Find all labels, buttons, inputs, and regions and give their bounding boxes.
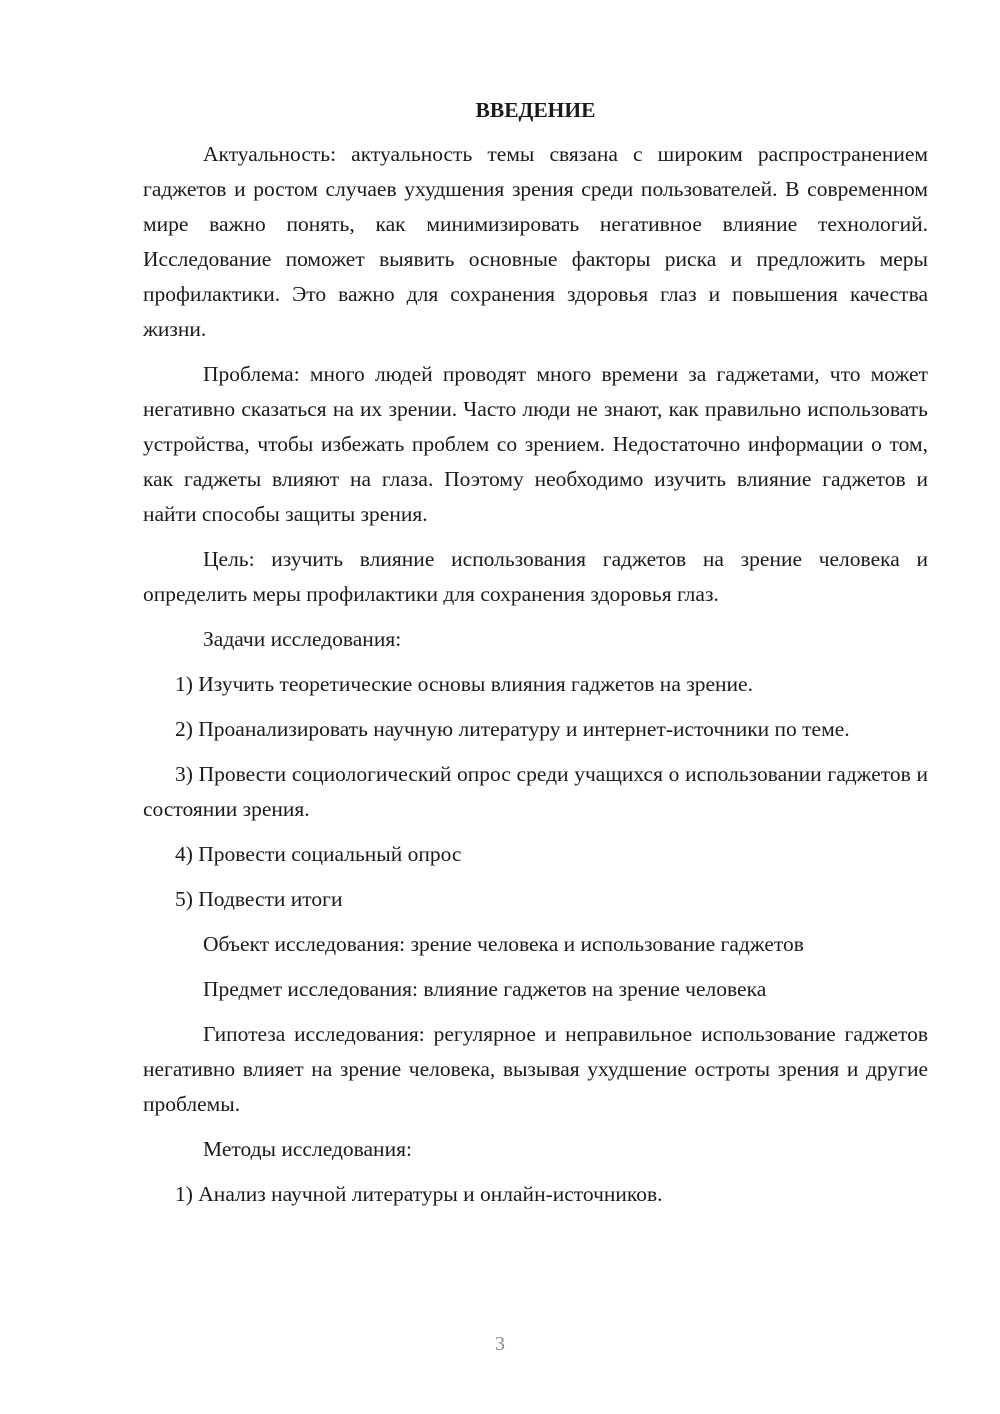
document-page (143, 95, 928, 1222)
object-paragraph: Объект исследования: зрение человека и использование гаджетов (203, 932, 804, 956)
page-number: 3 (495, 1333, 505, 1355)
methods-title: Методы исследования: (203, 1137, 412, 1161)
relevance-paragraph: Актуальность: актуальность темы связана с широким распространением гаджетов и ростом случаев ухудшения зрения среди пользователей. В современном мире важно понять, как минимизировать негативное влияние технологий. Исследование поможет выявить основные факторы риска и предложить меры профилактики. Это важно для сохранения здоровья глаз и повышения качества жизни. (143, 142, 928, 341)
section-heading: ВВЕДЕНИЕ (475, 98, 596, 122)
task-item-5: 5) Подвести итоги (175, 887, 343, 911)
tasks-title: Задачи исследования: (203, 627, 402, 651)
task-item-4: 4) Провести социальный опрос (175, 842, 462, 866)
problem-paragraph: Проблема: много людей проводят много времени за гаджетами, что может негативно сказаться на их зрении. Часто люди не знают, как правильно использовать устройства, чтобы избежать проблем со зрением. Недостаточно информации о том, как гаджеты влияют на глаза. Поэтому необходимо изучить влияние гаджетов и найти способы защиты зрения. (143, 362, 928, 526)
task-item-1: 1) Изучить теоретические основы влияния гаджетов на зрение. (175, 672, 753, 696)
task-item-3: 3) Провести социологический опрос среди учащихся о использовании гаджетов и состоянии зрения. (143, 762, 928, 821)
task-item-2: 2) Проанализировать научную литературу и интернет-источники по теме. (175, 717, 850, 741)
hypothesis-paragraph: Гипотеза исследования: регулярное и неправильное использование гаджетов негативно влияет на зрение человека, вызывая ухудшение остроты зрения и другие проблемы. (143, 1022, 928, 1116)
goal-paragraph: Цель: изучить влияние использования гаджетов на зрение человека и определить меры профилактики для сохранения здоровья глаз. (143, 547, 928, 606)
method-item-1: 1) Анализ научной литературы и онлайн-источников. (175, 1182, 663, 1206)
subject-paragraph: Предмет исследования: влияние гаджетов на зрение человека (203, 977, 767, 1001)
